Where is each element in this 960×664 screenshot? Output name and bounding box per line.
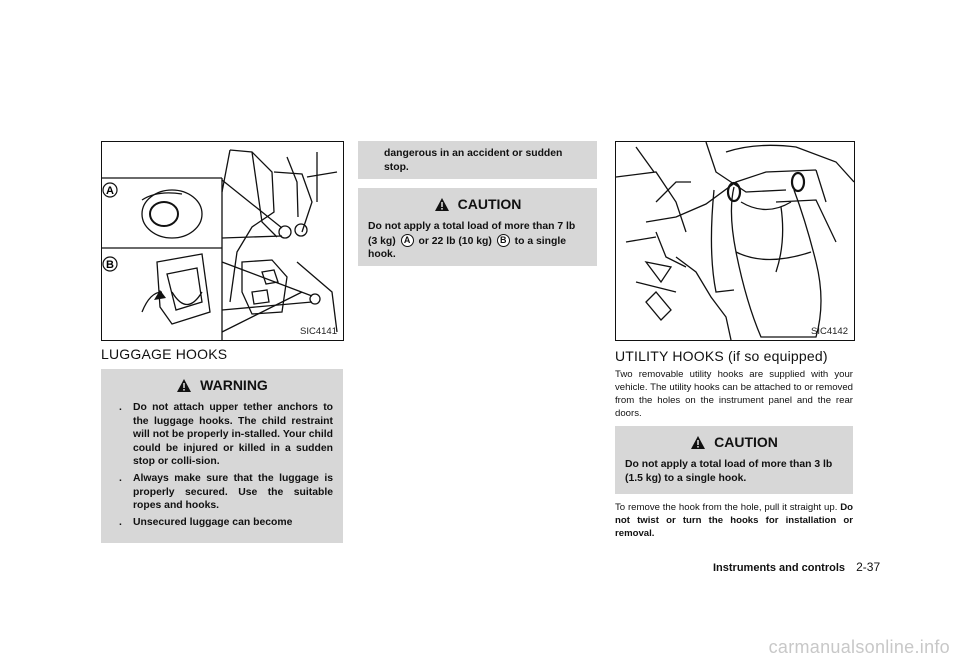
list-item <box>119 516 333 530</box>
warning-continuation-box <box>358 141 597 179</box>
watermark: carmanualsonline.info <box>768 637 950 657</box>
warning-item-1: Do not attach upper tether anchors to the luggage hooks. The child restraint will not be properly in-stalled. Your child could be injured or killed in a sudden stop or colli-sion. <box>133 402 333 468</box>
caution-title: CAUTION <box>457 196 522 212</box>
caution-text <box>358 220 597 270</box>
utility-hooks-removal <box>615 501 853 540</box>
utility-hooks-illustration <box>616 142 854 340</box>
figure-utility-hooks <box>615 141 855 341</box>
caution-box-luggage <box>358 188 597 266</box>
caution-text: Do not apply a total load of more than 3 lb (1.5 kg) to a single hook. <box>625 459 833 484</box>
caution-title: CAUTION <box>714 434 778 450</box>
warning-title: WARNING <box>200 377 268 393</box>
warning-box <box>101 369 343 543</box>
warning-triangle-icon <box>434 197 450 212</box>
warning-item-3: Unsecured luggage can become <box>133 516 293 528</box>
callout-a-badge: A <box>401 234 414 247</box>
page-footer <box>713 560 880 574</box>
bullet: . <box>119 402 122 413</box>
removal-instruction: To remove the hook from the hole, pull it straight up. <box>615 502 838 513</box>
bullet: . <box>119 516 122 528</box>
figure-luggage-hooks <box>101 141 344 341</box>
page-number: 2-37 <box>856 560 881 574</box>
figure-code: SIC4141 <box>300 326 337 337</box>
callout-a: A <box>106 185 114 197</box>
section-name: Instruments and controls <box>713 562 846 574</box>
luggage-hooks-illustration <box>102 142 343 340</box>
list-item <box>119 401 333 469</box>
utility-hooks-intro: Two removable utility hooks are supplied with your vehicle. The utility hooks can be attached to or removed from the holes on the instrument panel and the rear doors. <box>615 369 853 419</box>
caution-header <box>358 188 597 220</box>
caution-text-part1: Do not apply a total load of more than 7 lb (3 kg) <box>368 221 576 247</box>
warning-header <box>101 369 343 401</box>
caution-text-part2: or 22 lb (10 kg) <box>418 235 492 247</box>
list-item <box>119 472 333 513</box>
figure-code: SIC4142 <box>811 326 848 337</box>
caution-text-part3: to a single hook. <box>368 235 567 261</box>
callout-b-badge: B <box>497 234 510 247</box>
warning-list <box>101 401 343 538</box>
removal-warning: Do not twist or turn the hooks for installation or removal. <box>615 502 853 539</box>
caution-header <box>615 426 853 458</box>
utility-hooks-heading: UTILITY HOOKS (if so equipped) <box>615 348 828 364</box>
warning-triangle-icon <box>690 435 706 450</box>
bullet: . <box>119 472 122 484</box>
warning-item-2: Always make sure that the luggage is properly secured. Use the suitable ropes and hooks. <box>133 472 333 512</box>
caution-box-utility <box>615 426 853 494</box>
warning-continuation-text: dangerous in an accident or sudden stop. <box>384 148 563 173</box>
warning-triangle-icon <box>176 378 192 393</box>
callout-b: B <box>106 259 114 271</box>
luggage-hooks-heading: LUGGAGE HOOKS <box>101 346 228 362</box>
